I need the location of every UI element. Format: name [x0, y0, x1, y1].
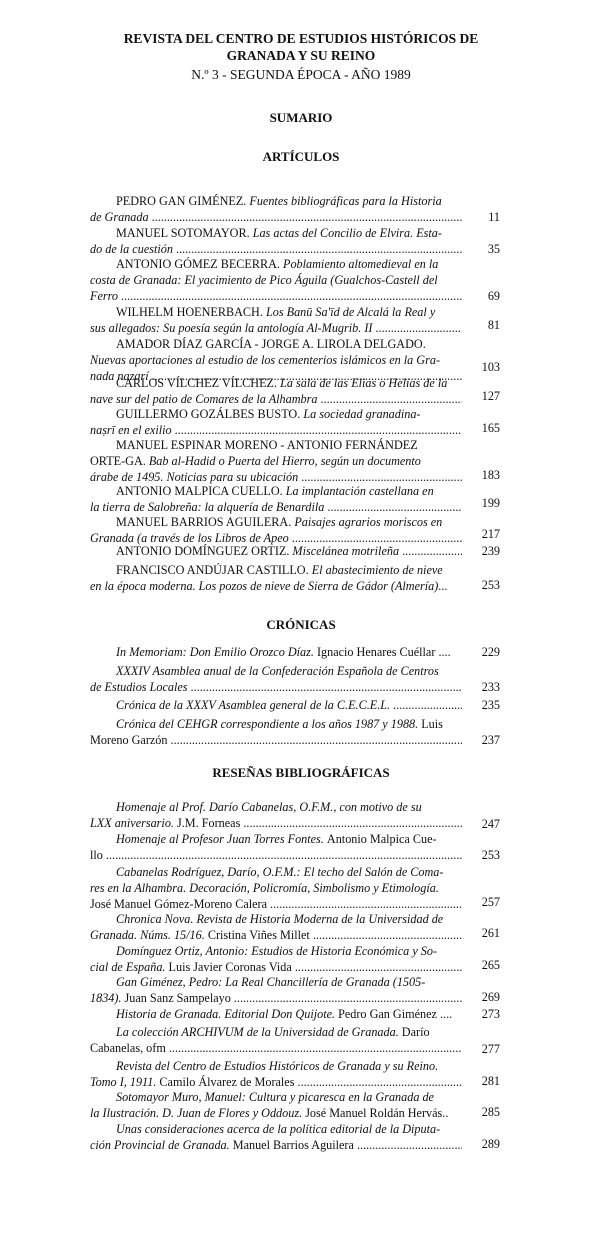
resena-title: 1834).: [90, 991, 125, 1005]
article-author: CARLOS VÍLCHEZ VÍLCHEZ.: [116, 376, 281, 390]
article-author: PEDRO GAN GIMÉNEZ.: [116, 194, 250, 208]
article-title: nave sur del patio de Comares de la Alhambra: [90, 392, 318, 406]
resena-entry: [90, 1121, 462, 1153]
article-entry: [90, 406, 462, 438]
resena-title: Chronica Nova. Revista de Historia Moderna de la Universidad de: [116, 912, 444, 926]
resena-title: la Ilustración. D. Juan de Flores y Oddouz.: [90, 1106, 306, 1120]
resena-title: Homenaje al Profesor Juan Torres Fontes.: [116, 832, 327, 846]
article-title: naṣrī en el exilio: [90, 423, 172, 437]
dot-leader: ....: [435, 645, 451, 659]
page-number: 103: [481, 360, 500, 374]
resena-title: Sotomayor Muro, Manuel: Cultura y picaresca en la Granada de: [116, 1090, 434, 1104]
page-number: 127: [481, 389, 500, 403]
cronica-entry: [90, 663, 462, 695]
article-title: Miscelánea motrileña: [292, 544, 400, 558]
page-number: 257: [481, 895, 500, 909]
resena-entry: [90, 1006, 462, 1022]
resenas-heading: RESEÑAS BIBLIOGRÁFICAS: [212, 765, 390, 780]
article-author: ANTONIO GÓMEZ BECERRA.: [116, 257, 284, 271]
resena-entry: [90, 1058, 462, 1090]
article-author: ANTONIO DOMÍNGUEZ ORTIZ.: [116, 544, 293, 558]
page-number: 11: [488, 210, 500, 224]
page-number: 273: [481, 1007, 500, 1021]
page-number: 69: [487, 289, 500, 303]
article-title: Bab al-Hadid o Puerta del Hierro, según un documento: [148, 454, 421, 468]
resena-entry: [90, 1024, 462, 1056]
article-author: ANTONIO MALPICA CUELLO.: [116, 484, 286, 498]
page-number: 281: [481, 1074, 500, 1088]
resena-title: Historia de Granada. Editorial Don Quijote.: [116, 1007, 339, 1021]
resena-author: Luis Javier Coronas Vida: [168, 960, 292, 974]
article-author: AMADOR DÍAZ GARCÍA - JORGE A. LIROLA DELGADO.: [116, 337, 426, 351]
article-title: la tierra de Salobreña: la alquería de Benardila: [90, 500, 325, 514]
page-number: 253: [481, 578, 500, 592]
resena-author: llo: [90, 848, 103, 862]
article-title: La implantación castellana en: [285, 484, 434, 498]
article-entry: [90, 375, 462, 407]
dot-leader: ..: [442, 1106, 449, 1120]
article-title: Fuentes bibliográficas para la Historia: [249, 194, 442, 208]
page-number: 261: [481, 926, 500, 940]
resena-entry: [90, 1089, 462, 1121]
cronica-author: Ignacio Henares Cuéllar: [316, 645, 436, 659]
resena-author: Antonio Malpica Cue-: [326, 832, 437, 846]
article-title: El abastecimiento de nieve: [311, 563, 443, 577]
resena-entry: [90, 911, 462, 943]
cronica-title: In Memoriam: Don Emilio Orozco Díaz.: [116, 645, 317, 659]
page-number: 235: [481, 698, 500, 712]
cronica-entry: [90, 644, 462, 660]
article-title: Nuevas aportaciones al estudio de los cementerios islámicos en la Gra-: [90, 353, 441, 367]
resena-title: res en la Alhambra. Decoración, Policromía, Simbolismo y Etimología.: [90, 881, 439, 895]
article-author: MANUEL ESPINAR MORENO - ANTONIO FERNÁNDEZ: [116, 438, 418, 452]
page-number: 233: [481, 680, 500, 694]
sumario-heading: SUMARIO: [269, 110, 333, 125]
cronica-author: Moreno Garzón: [90, 733, 168, 747]
article-entry: [90, 514, 462, 546]
page-number: 199: [481, 496, 500, 510]
article-author: GUILLERMO GOZÁLBES BUSTO.: [116, 407, 304, 421]
article-entry: [90, 483, 462, 515]
article-entry: [90, 225, 462, 257]
resena-author: José Manuel Gómez-Moreno Calera: [90, 897, 267, 911]
page-number: 35: [487, 242, 500, 256]
article-title: árabe de 1495. Noticias para su ubicación: [90, 470, 299, 484]
page-number: 239: [481, 544, 500, 558]
cronicas-heading: CRÓNICAS: [266, 617, 336, 632]
article-entry: [90, 304, 462, 336]
cronica-author: Luis: [421, 717, 443, 731]
page-number: 277: [481, 1042, 500, 1056]
cronica-title: Crónica de la XXXV Asamblea general de la C.E.C.E.L.: [116, 698, 391, 712]
article-title: Granada (a través de los Libros de Apeo: [90, 531, 289, 545]
resena-entry: [90, 943, 462, 975]
issue-line: N.º 3 - SEGUNDA ÉPOCA - AÑO 1989: [191, 67, 411, 82]
article-title: Los Banū Sa'īd de Alcalá la Real y: [265, 305, 436, 319]
page-number: 229: [481, 645, 500, 659]
article-author: ORTE-GA.: [90, 454, 149, 468]
resena-title: Revista del Centro de Estudios Históricos de Granada y su Reino.: [116, 1059, 439, 1073]
resena-author: Darío: [401, 1025, 430, 1039]
journal-title-line1: REVISTA DEL CENTRO DE ESTUDIOS HISTÓRICOS DE: [123, 31, 479, 46]
resena-author: Pedro Gan Giménez: [338, 1007, 437, 1021]
resena-entry: [90, 831, 462, 863]
article-entry: [90, 256, 462, 304]
page-number: 265: [481, 958, 500, 972]
page-number: 237: [481, 733, 500, 747]
resena-author: José Manuel Roldán Hervás: [305, 1106, 443, 1120]
page-number: 269: [481, 990, 500, 1004]
resena-title: LXX aniversario.: [90, 816, 178, 830]
article-title: La sociedad granadina-: [303, 407, 421, 421]
cronica-title: XXXIV Asamblea anual de la Confederación Española de Centros: [116, 664, 439, 678]
resena-author: Cabanelas, ofm: [90, 1041, 166, 1055]
article-title: La sala de las Elias o Helias de la: [280, 376, 448, 390]
resena-entry: [90, 799, 462, 831]
page-number: 183: [481, 468, 500, 482]
article-entry: [90, 562, 462, 594]
page-number: 253: [481, 848, 500, 862]
resena-title: ción Provincial de Granada.: [90, 1138, 233, 1152]
resena-title: Homenaje al Prof. Darío Cabanelas, O.F.M., con motivo de su: [116, 800, 422, 814]
article-title: Ferro: [90, 289, 118, 303]
article-title: Poblamiento altomedieval en la: [283, 257, 439, 271]
page-number: 81: [487, 318, 500, 332]
articulos-heading: ARTÍCULOS: [262, 149, 340, 164]
resena-author: Juan Sanz Sampelayo: [124, 991, 231, 1005]
article-author: WILHELM HOENERBACH.: [116, 305, 266, 319]
resena-title: cial de España.: [90, 960, 169, 974]
resena-title: Unas consideraciones acerca de la política editorial de la Diputa-: [116, 1122, 441, 1136]
page-number: 247: [481, 817, 500, 831]
page-number: 289: [481, 1137, 500, 1151]
article-author: FRANCISCO ANDÚJAR CASTILLO.: [116, 563, 312, 577]
article-title: sus allegados: Su poesía según la antología Al-Mugrib. II: [90, 321, 373, 335]
resena-entry: [90, 974, 462, 1006]
cronica-title: de Estudios Locales: [90, 680, 188, 694]
resena-title: Granada. Núms. 15/16.: [90, 928, 208, 942]
page-number: 285: [481, 1105, 500, 1119]
article-title: costa de Granada: El yacimiento de Pico Águila (Gualchos-Castell del: [90, 273, 438, 287]
article-entry: [90, 437, 462, 485]
article-entry: [90, 193, 462, 225]
article-entry: [90, 543, 462, 559]
article-title: Paisajes agrarios moriscos en: [294, 515, 443, 529]
resena-author: Camilo Álvarez de Morales: [159, 1075, 295, 1089]
article-author: MANUEL SOTOMAYOR.: [116, 226, 253, 240]
article-title: do de la cuestión: [90, 242, 173, 256]
dot-leader: ....: [436, 1007, 453, 1021]
resena-author: J.M. Forneas: [177, 816, 241, 830]
resena-title: Tomo I, 1911.: [90, 1075, 160, 1089]
journal-title-line2: GRANADA Y SU REINO: [226, 48, 376, 63]
cronica-entry: [90, 716, 462, 748]
dot-leader: ...: [438, 579, 448, 593]
article-title: Las actas del Concilio de Elvira. Esta-: [252, 226, 442, 240]
page-number: 165: [481, 421, 500, 435]
article-title: nada nazarí: [90, 369, 149, 383]
resena-author: Cristina Viñes Millet: [207, 928, 310, 942]
resena-title: Cabanelas Rodríguez, Darío, O.F.M.: El techo del Salón de Coma-: [116, 865, 444, 879]
resena-title: Domínguez Ortiz, Antonio: Estudios de Historia Económica y So-: [116, 944, 438, 958]
article-title: en la época moderna. Los pozos de nieve de Sierra de Gádor (Almería): [90, 579, 439, 593]
resena-title: Gan Giménez, Pedro: La Real Chancillería de Granada (1505-: [116, 975, 426, 989]
resena-title: La colección ARCHIVUM de la Universidad de Granada.: [116, 1025, 402, 1039]
article-title: de Granada: [90, 210, 149, 224]
cronica-entry: [90, 697, 462, 713]
cronica-title: Crónica del CEHGR correspondiente a los años 1987 y 1988.: [116, 717, 422, 731]
page-number: 217: [481, 527, 500, 541]
article-author: MANUEL BARRIOS AGUILERA.: [116, 515, 295, 529]
resena-entry: [90, 864, 462, 912]
resena-author: Manuel Barrios Aguilera: [232, 1138, 354, 1152]
